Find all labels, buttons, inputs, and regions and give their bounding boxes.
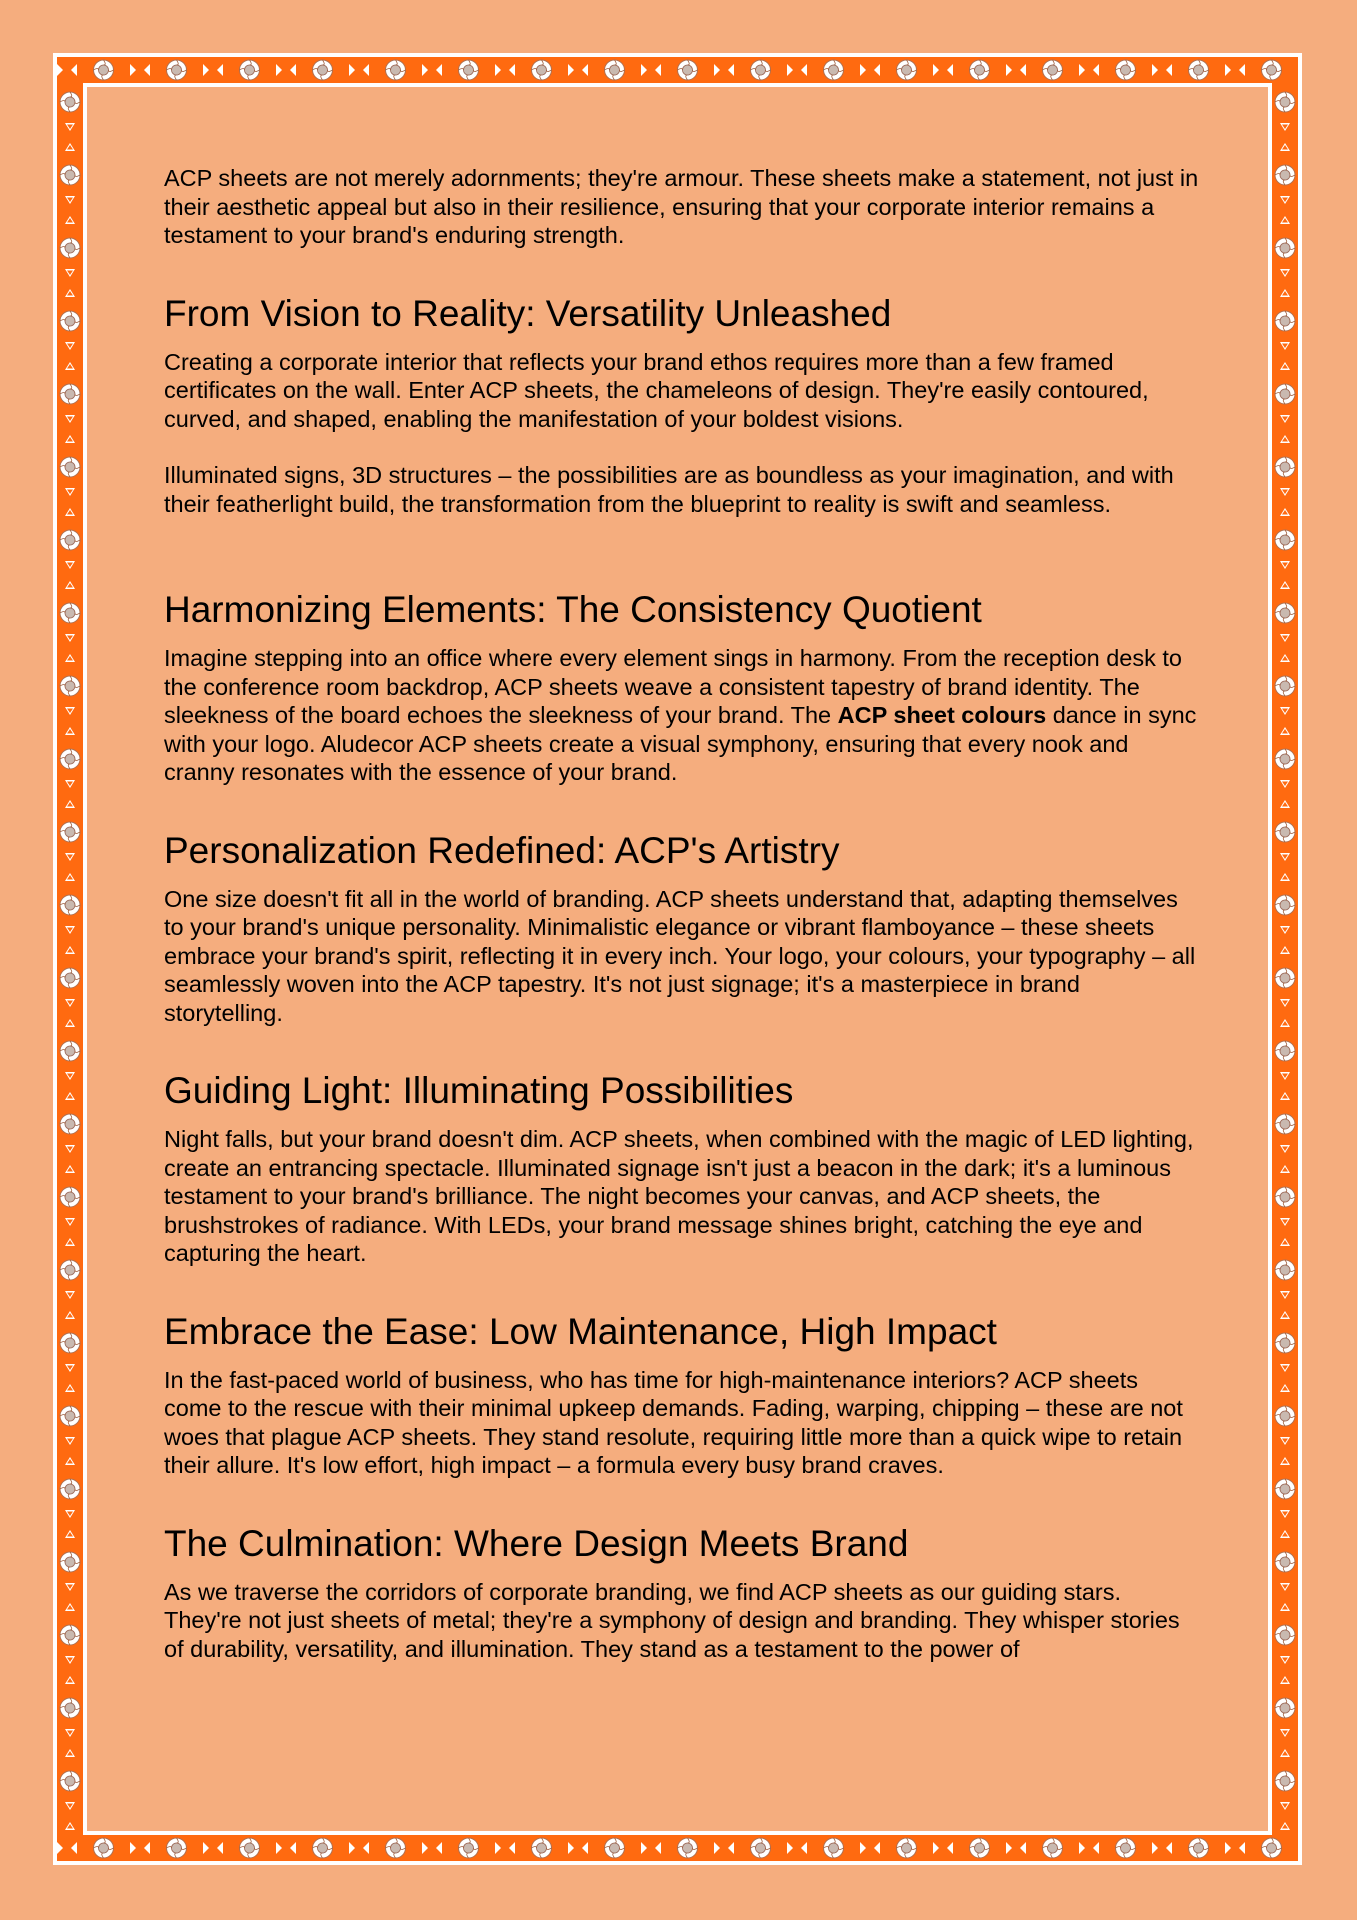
paragraph-consistency-start: Imagine stepping into an office where every element sings in harmony. From the reception desk to the conference room backdrop, ACP sheets weave a consistent tapestry of brand identity. The sleekness of the board echoes the sleekness of your brand. The [164, 645, 1183, 728]
paragraph-consistency [164, 644, 1200, 787]
paragraph-versatility-1: Creating a corporate interior that reflects your brand ethos requires more than a few framed certificates on the wall. Enter ACP sheets, the chameleons of design. They're easily contoured, curved, and shaped, enabling the manifestation of your boldest visions. [164, 348, 1149, 432]
paragraph-illumination: Night falls, but your brand doesn't dim. ACP sheets, when combined with the magic of LED lighting, create an entrancing spectacle. Illuminated signage isn't just a beacon in the dark; it's a luminous testament to your brand's brilliance. The night becomes your canvas, and ACP sheets, the brushstrokes of radiance. With LEDs, your brand message shines bright, catching the eye and capturing the heart. [164, 1126, 1194, 1266]
section-heading-versatility: From Vision to Reality: Versatility Unleashed [164, 292, 892, 334]
section-heading-illumination: Guiding Light: Illuminating Possibilities [164, 1070, 794, 1111]
section-heading-culmination: The Culmination: Where Design Meets Brand [164, 1522, 909, 1564]
border-strip-top [57, 57, 1298, 83]
paragraph-personalization: One size doesn't fit all in the world of branding. ACP sheets understand that, adapting themselves to your brand's unique personality. Minimalistic elegance or vibrant flamboyance – these sheets embrace your brand's spirit, reflecting it in every inch. Your logo, your colours, your typography – all seamlessly woven into the ACP tapestry. It's not just signage; it's a masterpiece in brand storytelling. [164, 885, 1196, 1026]
paragraph-consistency-end: dance in sync with your logo. Aludecor ACP sheets create a visual symphony, ensuring that every nook and cranny resonates with the essence of your brand. [164, 702, 1197, 785]
section-heading-personalization: Personalization Redefined: ACP's Artistry [164, 829, 840, 871]
paragraph-maintenance: In the fast-paced world of business, who has time for high-maintenance interiors? ACP sheets come to the rescue with their minimal upkeep demands. Fading, warping, chipping – these are not woes that plague ACP sheets. They stand resolute, requiring little more than a quick wipe to retain their allure. It's low effort, high impact – a formula every busy brand craves. [164, 1366, 1183, 1478]
paragraph-culmination: As we traverse the corridors of corporate branding, we find ACP sheets as our guiding stars. They're not just sheets of metal; they're a symphony of design and branding. They whisper stories of durability, versatility, and illumination. They stand as a testament to the power of [164, 1578, 1180, 1662]
section-heading-consistency: Harmonizing Elements: The Consistency Quotient [164, 589, 982, 630]
border-strip-bottom [57, 1835, 1298, 1861]
paragraph-versatility-2: Illuminated signs, 3D structures – the possibilities are as boundless as your imagination, and with their featherlight build, the transformation from the blueprint to reality is swift and seamless. [164, 462, 1174, 517]
acp-sheet-colours-link: ACP sheet colours [837, 702, 1047, 728]
border-strip-left [57, 83, 83, 1835]
section-heading-maintenance: Embrace the Ease: Low Maintenance, High Impact [164, 1310, 997, 1352]
intro-paragraph: ACP sheets are not merely adornments; they're armour. These sheets make a statement, not just in their aesthetic appeal but also in their resilience, ensuring that your corporate interior remains a testament to your brand's enduring strength. [164, 165, 1199, 248]
border-strip-right [1272, 83, 1298, 1835]
article-body [164, 164, 1200, 1663]
